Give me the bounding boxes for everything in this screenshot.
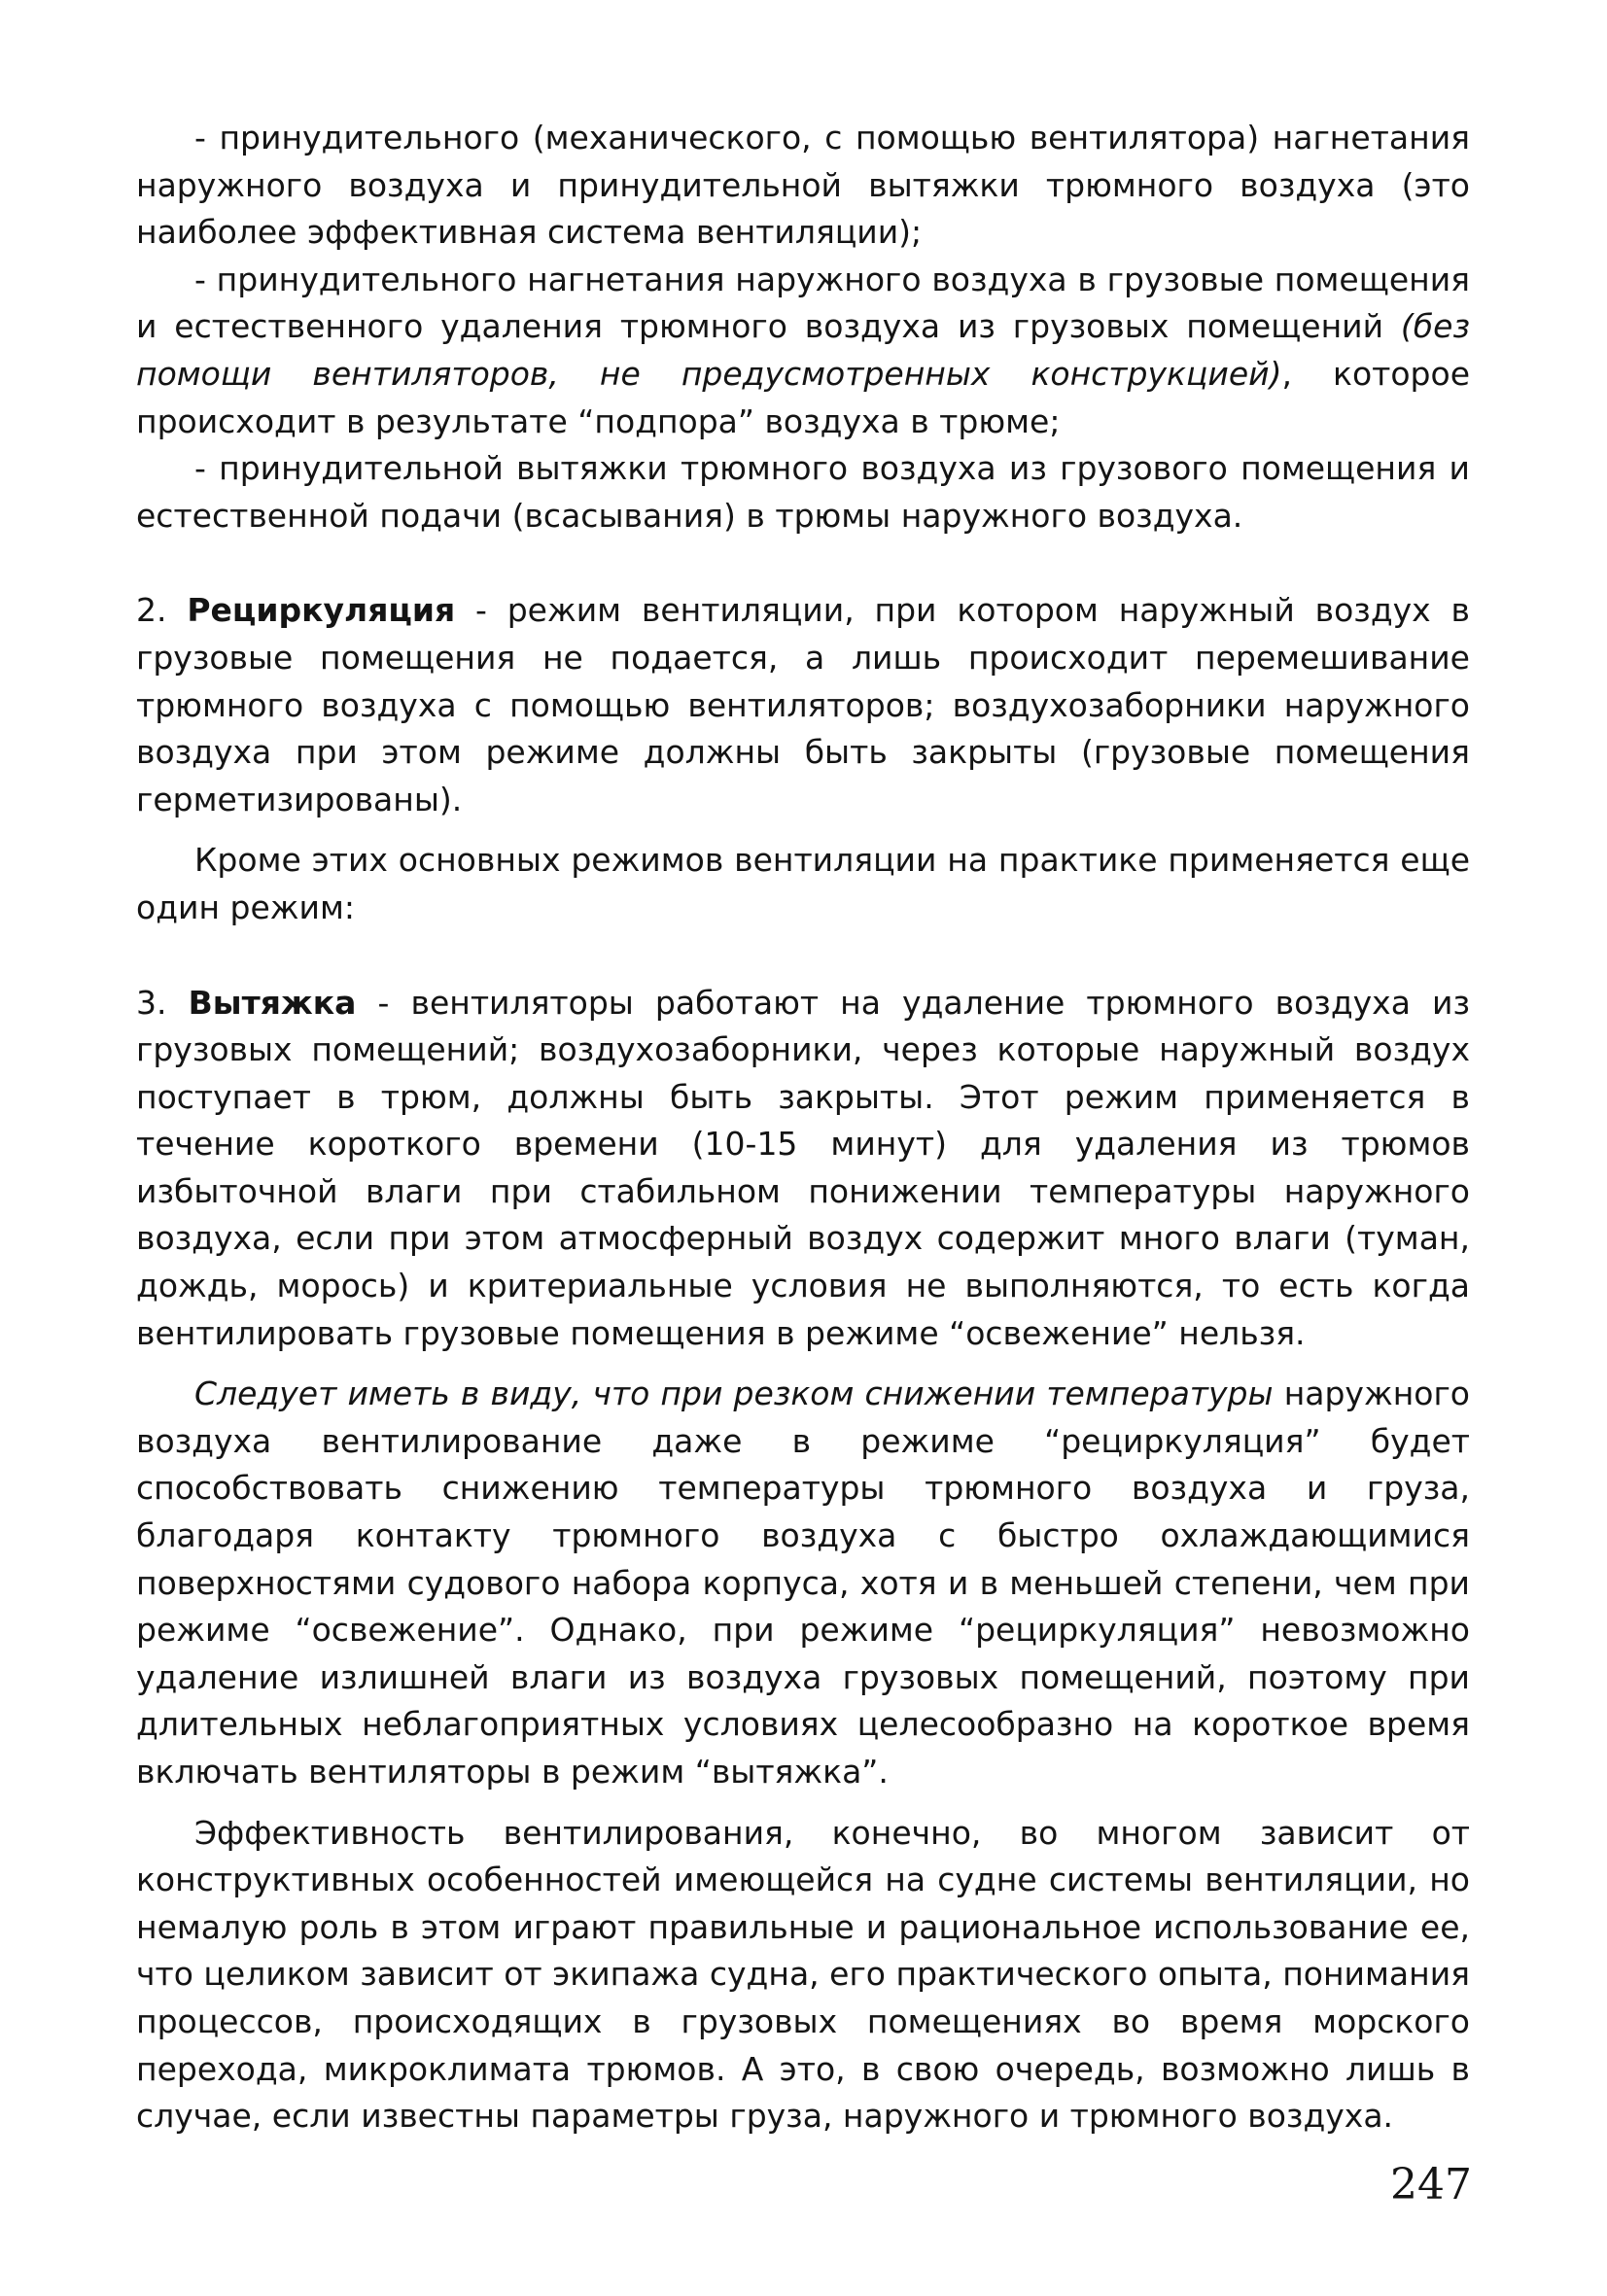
page-number: 247 <box>1390 2160 1472 2209</box>
paragraph-text: наружного воздуха вентилирование даже в режиме “рециркуляция” будет способствовать снижению температуры трюмного воздуха и груза, благодаря контакту трюмного воздуха с быстро охлаждающимися поверхностями судового набора корпуса, хотя и в меньшей степени, чем при режиме “освежение”. Однако, при режиме “рециркуляция” невозможно удаление излишней влаги из воздуха грузовых помещений, поэтому при длительных неблагоприятных условиях целесообразно на короткое время включать вентиляторы в режим “вытяжка”. <box>136 1374 1470 1791</box>
item-exhaust <box>136 980 1470 1358</box>
item-definition: - режим вентиляции, при котором наружный воздух в грузовые помещения не подается, а лишь происходит перемешивание трюмного воздуха с помощью вентиляторов; воздухозаборники наружного воздуха при этом режиме должны быть закрыты (грузовые помещения герметизированы). <box>136 591 1470 818</box>
paragraph-text: Эффективность вентилирования, конечно, во многом зависит от конструктивных особенностей имеющейся на судне системы вентиляции, но немалую роль в этом играют правильные и рациональное использование ее, что целиком зависит от экипажа судна, его практического опыта, понимания процессов, происходящих в грузовых помещениях во время морского перехода, микроклимата трюмов. А это, в свою очередь, возможно лишь в случае, если известны параметры груза, наружного и трюмного воздуха. <box>136 1813 1470 2136</box>
paragraph-forced-supply-natural-exhaust <box>136 257 1470 445</box>
paragraph-text: - принудительного (механического, с помощью вентилятора) нагнетания наружного воздуха и принудительной вытяжки трюмного воздуха (это наиболее эффективная система вентиляции); <box>136 119 1470 252</box>
paragraph-text-start: - принудительного нагнетания наружного воздуха в грузовые помещения и естественного удаления трюмного воздуха из грузовых помещений <box>136 260 1470 346</box>
item-number: 2. <box>136 591 167 630</box>
paragraph-italic-lead: Следует иметь в виду, что при резком снижении температуры <box>194 1374 1274 1413</box>
paragraph-italic-note: (без помощи вентиляторов, не предусмотренных конструкцией) <box>136 307 1470 393</box>
paragraph-text: - принудительной вытяжки трюмного воздуха из грузового помещения и естественной подачи (всасывания) в трюмы наружного воздуха. <box>136 449 1470 535</box>
paragraph-additional-mode <box>136 837 1470 931</box>
item-term-recirculation: Рециркуляция <box>187 591 456 630</box>
paragraph-ventilation-efficiency <box>136 1810 1470 2140</box>
paragraph-temperature-note <box>136 1371 1470 1795</box>
paragraph-forced-supply-and-exhaust <box>136 115 1470 257</box>
item-number: 3. <box>136 983 167 1022</box>
item-recirculation <box>136 587 1470 823</box>
item-definition: - вентиляторы работают на удаление трюмного воздуха из грузовых помещений; воздухозаборники, через которые наружный воздух поступает в трюм, должны быть закрыты. Этот режим применяется в течение короткого времени (10-15 минут) для удаления из трюмов избыточной влаги при стабильном понижении температуры наружного воздуха, если при этом атмосферный воздух содержит много влаги (туман, дождь, морось) и критериальные условия не выполняются, то есть когда вентилировать грузовые помещения в режиме “освежение” нельзя. <box>136 983 1470 1352</box>
paragraph-text: Кроме этих основных режимов вентиляции на практике применяется еще один режим: <box>136 841 1470 926</box>
paragraph-text-end: , которое происходит в результате “подпора” воздуха в трюме; <box>136 354 1470 440</box>
page-body <box>136 115 1470 2140</box>
item-term-exhaust: Вытяжка <box>188 983 357 1022</box>
paragraph-forced-exhaust-natural-supply <box>136 445 1470 539</box>
